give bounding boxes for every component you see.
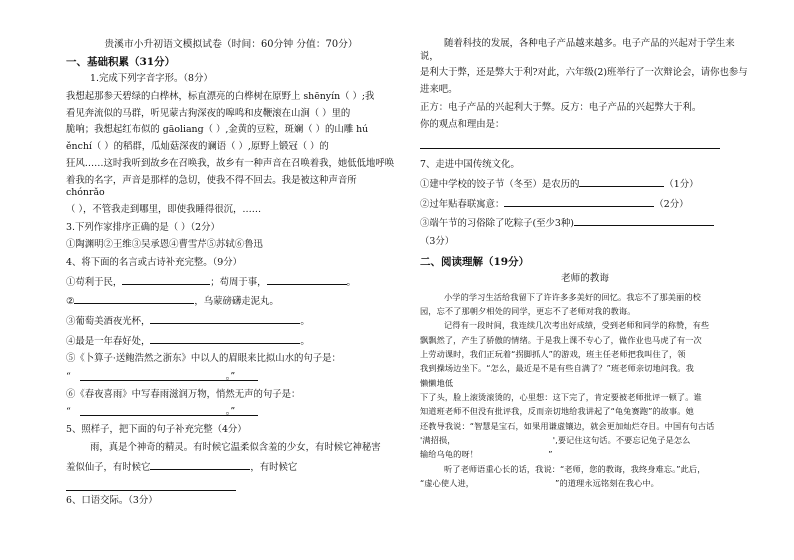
q1-line: （ ），不管我走到哪里，即使我睡得很沉，…… xyxy=(66,203,262,215)
section-basics-heading: 一、基础积累（31分） xyxy=(66,56,176,69)
essay-title: 老师的教诲 xyxy=(561,272,609,284)
debate-intro-1: 随着科技的发展，各种电子产品越来越多。电子产品的兴起对于学生来说， xyxy=(420,38,735,62)
debate-intro-3: 进来吧。 xyxy=(420,84,458,96)
q1-line: 看见奔流似的马群，听见蒙古狗深夜的嗥鸣和皮鞭滚在山涧（ ）里的 xyxy=(66,107,351,119)
answer-blank[interactable] xyxy=(80,371,258,381)
answer-blank[interactable] xyxy=(150,334,300,344)
essay-line: 小学的学习生活给我留下了许许多多美好的回忆。我忘不了那美丽的校 xyxy=(444,291,701,302)
q7-item-3-score: （3分） xyxy=(420,235,455,247)
q7-item-2: ②过年贴春联寓意： （2分） xyxy=(420,198,689,210)
q3-options: ①陶渊明②王维③吴承恩④曹雪芹⑤苏轼⑥鲁迅 xyxy=(66,239,263,251)
q4-item-1: ①苟利于民， ；苟周于事， 。 xyxy=(66,276,356,288)
answer-blank[interactable] xyxy=(579,177,664,187)
answer-blank[interactable] xyxy=(150,314,300,324)
essay-line: 懒懒地低 xyxy=(420,377,454,388)
essay-line: 我到操场边坐下。“怎么，最近是不是有些自满了？”班老师亲切地问我。我 xyxy=(420,363,694,374)
q5-text-line1: 雨，真是个神奇的精灵。有时候它温柔似含羞的少女，有时候它神秘害 xyxy=(90,441,381,453)
q5-heading: 5、照样子，把下面的句子补充完整（4分） xyxy=(66,424,247,436)
answer-blank[interactable] xyxy=(150,460,250,470)
debate-view-label: 你的观点和理由是： xyxy=(420,119,505,131)
debate-intro-2: 是利大于弊，还是弊大于利?对此，六年级(2)班举行了一次辩论会，请你也参与 xyxy=(420,67,748,79)
q5-text-line2: 羞似仙子，有时候它 ，有时候它 xyxy=(66,461,298,473)
section-reading-heading: 二、阅读理解（19分） xyxy=(420,255,530,268)
answer-blank[interactable] xyxy=(574,216,714,226)
essay-line: 下了头，脸上滚烫滚烫的，心里想：这下完了，肯定要被老师批评一顿了。谁 xyxy=(420,392,702,403)
essay-line: 园，忘不了那朝夕相处的同学，更忘不了老师对我的教诲。 xyxy=(420,306,636,317)
q4-item-4: ④最是一年春好处， 。 xyxy=(66,335,310,347)
answer-blank[interactable] xyxy=(122,275,210,285)
answer-blank[interactable] xyxy=(74,294,194,304)
answer-blank[interactable] xyxy=(80,406,258,416)
right-column xyxy=(420,38,750,490)
q1-passage xyxy=(66,91,396,217)
debate-answer-line[interactable] xyxy=(420,137,720,149)
left-column xyxy=(66,38,396,513)
q1-heading: 1.完成下列字音字形。（8分） xyxy=(90,73,213,85)
exam-title: 贵溪市小升初语文模拟试卷（时间：60分钟 分值：70分） xyxy=(104,39,358,50)
q4-item-3: ③葡萄美酒夜光杯， 。 xyxy=(66,316,310,328)
q7-heading: 7、走进中国传统文化。 xyxy=(420,159,520,171)
q4-heading: 4、将下面的名言或古诗补充完整。（9分） xyxy=(66,256,242,268)
essay-line: 上劳动课时，我们正玩着“拐脚抓人”的游戏，班主任老师把我叫住了，领 xyxy=(420,349,686,360)
q1-line: 着我的名字，声音是那样的急切，使我不得不回去。我是被这种声音所 chónrǎo xyxy=(66,174,357,199)
essay-line: 还教导我说：“智慧是宝石，如果用谦虚镶边，就会更加灿烂夺目。中国有句古话 xyxy=(420,420,715,431)
essay-line: 记得有一段时间，我连续几次考出好成绩，受到老师和同学的称赞，有些 xyxy=(444,320,710,331)
q4-item-5-answer: “ 。” xyxy=(66,371,396,384)
q4-item-6-answer: “ 。” xyxy=(66,406,396,419)
essay-body xyxy=(420,290,750,491)
q4-item-5: ⑤《卜算子·送鲍浩然之浙东》中以人的眉眼来比拟山水的句子是： xyxy=(66,353,341,365)
answer-blank[interactable] xyxy=(504,197,654,207)
q1-line: 我想起那参天碧绿的白桦林，标直漂亮的白桦树在原野上 shēnyín（ ）;我 xyxy=(66,91,375,103)
q7-item-3: ③端午节的习俗除了吃粽子(至少3种) xyxy=(420,216,750,231)
q4-item-2: ② ，乌蒙磅礴走泥丸。 xyxy=(66,296,279,308)
essay-line: 飘飘然了，产生了骄傲的情绪。于是我上课不专心了，做作业也马虎了有一次 xyxy=(420,334,702,345)
essay-line: 输给乌龟的呀！ ” xyxy=(420,449,553,460)
q6-heading: 6、口语交际。（3分） xyxy=(66,495,158,507)
answer-blank[interactable] xyxy=(267,275,347,285)
q1-line: 狂风……这时我听到故乡在召唤我，故乡有一种声音在召唤着我，她低低地呼唤 xyxy=(66,157,395,169)
essay-line: '满招损， ',要记住这句话。不要忘记兔子是怎么 xyxy=(420,435,691,446)
essay-line: “虚心使人进， ”的道理永远铭刻在我心中。 xyxy=(420,478,659,489)
q1-line: ěnchí（ ）的稻群，瓜灿菇深夜的谰语（ ）,原野上锻冠（ ）的 xyxy=(66,141,329,153)
q5-answer-line[interactable] xyxy=(66,479,236,491)
debate-sides: 正方：电子产品的兴起利大于弊。反方：电子产品的兴起弊大于利。 xyxy=(420,101,702,113)
q1-line: 脆响；我想起红布似的 gāoliang（ ）,金黄的豆粒，斑斓（ ）的山雕 hú xyxy=(66,124,369,136)
essay-line: 知道班老师不但没有批评我，反而亲切地给我讲起了“龟兔赛跑”的故事。她 xyxy=(420,406,694,417)
q7-item-1: ①建中学校的饺子节（冬至）是农历的 （1分） xyxy=(420,178,699,190)
q3-heading: 3.下列作家排序正确的是（ ）（2分） xyxy=(66,221,220,233)
essay-line: 听了老师语重心长的话，我说：“老师，您的教诲，我终身难忘。”此后， xyxy=(444,463,706,474)
q4-item-6: ⑥《春夜喜雨》中写春雨滋润万物，悄然无声的句子是： xyxy=(66,388,301,400)
